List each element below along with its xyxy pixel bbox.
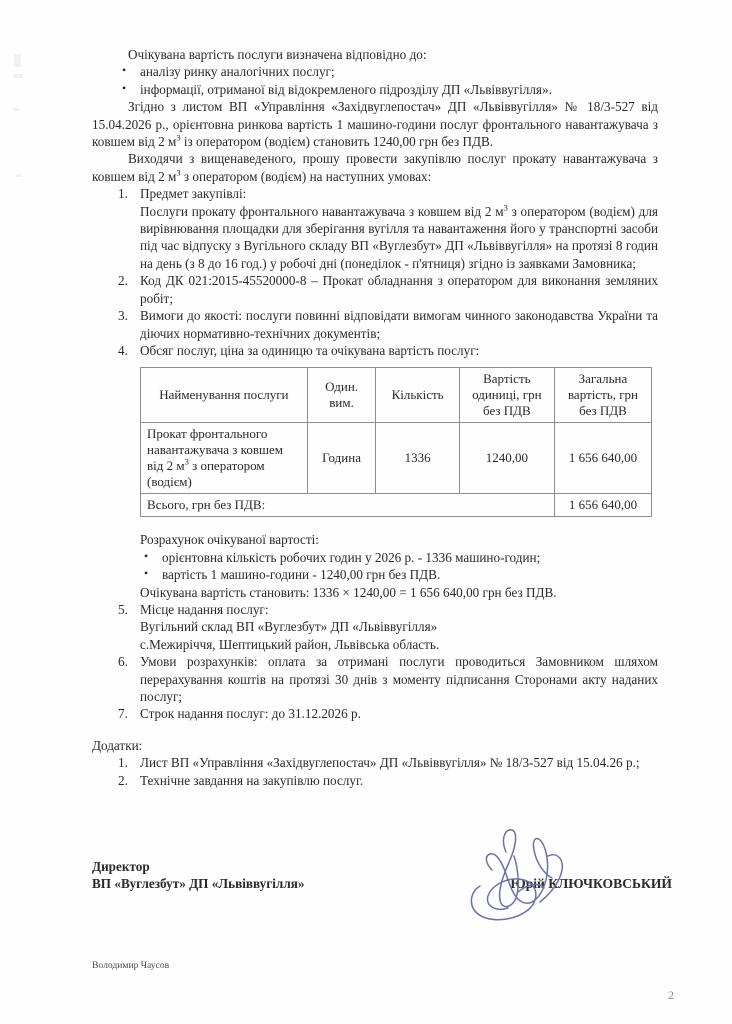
item-1-text-a: Послуги прокату фронтального навантажувача з ковшем від 2 м xyxy=(140,203,504,219)
list-item-term: Строк надання послуг: до 31.12.2026 р. xyxy=(140,706,361,722)
request-text-b: з оператором (водієм) на наступних умовах: xyxy=(180,168,432,184)
header-service-name: Найменування послуги xyxy=(141,368,308,423)
appendices-list xyxy=(92,754,658,789)
scan-artifact xyxy=(13,108,19,111)
list-item: Технічне завдання на закупівлю послуг. xyxy=(140,772,364,788)
cell-quantity: 1336 xyxy=(376,423,459,494)
cubic-meter-superscript: 3 xyxy=(176,167,181,178)
document-body xyxy=(92,46,658,789)
list-item: • інформації, отриманої від відокремленого підрозділу ДП «Львіввугілля». xyxy=(92,81,658,98)
letter-reference-text-b: із оператором (водієм) становить 1240,00 грн без ПДВ. xyxy=(180,134,494,150)
page-number: 2 xyxy=(668,988,674,1002)
list-item: • аналізу ринку аналогічних послуг; xyxy=(92,63,658,80)
scan-artifact xyxy=(16,174,21,177)
signatory-role-line1: Директор xyxy=(92,859,150,874)
header-total-price xyxy=(554,368,651,423)
signatory-name: Юрій КЛЮЧКОВСЬКИЙ xyxy=(510,876,672,891)
header-total-line2: вартість, грн xyxy=(567,387,638,403)
table-total-row xyxy=(141,494,652,517)
header-unit-line2: вим. xyxy=(329,395,354,411)
cell-total-label: Всього, грн без ПДВ: xyxy=(141,494,555,517)
list-item: • вартість 1 машино-години - 1240,00 грн без ПДВ. xyxy=(92,566,658,583)
list-item-payment: Умови розрахунків: оплата за отримані послуги проводиться Замовником шляхом перерахування коштів на протязі 30 днів з моменту підписання Сторонами акту наданих послуг; xyxy=(140,654,658,704)
header-total-line3: без ПДВ xyxy=(579,403,627,419)
list-item-code: Код ДК 021:2015-45520000-8 – Прокат обладнання з оператором для виконання земляних робіт; xyxy=(140,273,658,306)
list-item-scope: Обсяг послуг, ціна за одиницю та очікувана вартість послуг: xyxy=(140,342,480,358)
scan-artifact xyxy=(13,74,23,78)
cell-total: 1 656 640,00 xyxy=(554,423,651,494)
header-price-line2: одиниці, грн xyxy=(472,387,542,403)
list-item-quality: Вимоги до якості: послуги повинні відповідати вимогам чинного законодавства України та діючих нормативно-технічних документів; xyxy=(140,308,658,341)
header-price-line3: без ПДВ xyxy=(483,403,531,419)
request-text-a: Виходячи з вищенаведеного, прошу провести закупівлю послуг прокату навантажувача з ковшем від 2 м xyxy=(92,151,658,184)
spacer xyxy=(92,517,658,531)
calculation-summary: Очікувана вартість становить: 1336 × 1240,00 = 1 656 640,00 грн без ПДВ. xyxy=(140,584,557,600)
table-header-row xyxy=(141,368,652,423)
signatory-role-line2: ВП «Вуглезбут» ДП «Львіввугілля» xyxy=(92,876,305,891)
request-paragraph xyxy=(92,150,658,185)
signatory-role xyxy=(92,858,304,892)
intro-lead: Очікувана вартість послуги визначена відповідно до: xyxy=(128,47,427,62)
item-1-title: Предмет закупівлі: xyxy=(140,186,247,202)
list-item-place xyxy=(92,601,658,653)
cell-service-text-a: Прокат фронтального навантажувача з ковшем від 2 м xyxy=(147,426,283,474)
conditions-list-part2 xyxy=(92,601,658,723)
signature-block xyxy=(92,858,672,892)
item-1-body xyxy=(140,203,658,273)
cubic-meter-superscript: 3 xyxy=(503,202,508,213)
item-5-line2: с.Межиріччя, Шептицький район, Львівська область. xyxy=(140,636,440,652)
cell-service-text-b: з оператором (водієм) xyxy=(147,458,265,490)
calculation-bullet-list xyxy=(92,549,658,584)
item-1-text-b: з оператором (водієм) для вирівнювання площадки для зберігання вугілля та навантаження його у транспортні засоби під час відпуску з Вугільного складу ВП «Вуглезбут» ДП «Львіввугілля» на протязі 8 годин на день (з 8 до 16 год.) у робочі дні (понеділок - п'ятниця) згідно із заявками Замовника; xyxy=(140,203,659,271)
item-5-title: Місце надання послуг: xyxy=(140,601,269,617)
scan-artifact xyxy=(14,54,21,67)
cost-table xyxy=(140,367,652,517)
letter-reference-paragraph xyxy=(92,98,658,150)
cell-service-name xyxy=(141,423,308,494)
spacer xyxy=(92,723,658,737)
appendices-title: Додатки: xyxy=(92,737,143,753)
header-price-line1: Вартість xyxy=(483,371,531,387)
cell-unit: Година xyxy=(307,423,376,494)
letter-reference-text-a: Згідно з листом ВП «Управління «Західвуглепостач» ДП «Львіввугілля» № 18/3-527 від 15.04.2026 р., орієнтовна ринкова вартість 1 машино-години послуг фронтального навантажувача з ковшем від 2 м xyxy=(92,99,658,150)
list-item: • орієнтовна кількість робочих годин у 2026 р. - 1336 машино-годин; xyxy=(92,549,658,566)
list-item-subject xyxy=(92,185,658,272)
header-total-line1: Загальна xyxy=(578,371,628,387)
cubic-meter-superscript: 3 xyxy=(184,456,189,467)
preparer-name: Володимир Чаусов xyxy=(92,960,170,971)
intro-bullet-list xyxy=(92,63,658,98)
cell-unit-price: 1240,00 xyxy=(459,423,554,494)
header-quantity: Кількість xyxy=(376,368,459,423)
table-row xyxy=(141,423,652,494)
calculation-title: Розрахунок очікуваної вартості: xyxy=(140,532,319,548)
header-unit xyxy=(307,368,376,423)
list-item: Лист ВП «Управління «Західвуглепостач» ДП «Львіввугілля» № 18/3-527 від 15.04.26 р.; xyxy=(140,755,640,771)
header-unit-price xyxy=(459,368,554,423)
cubic-meter-superscript: 3 xyxy=(176,132,181,143)
header-unit-line1: Один. xyxy=(325,379,359,395)
item-5-line1: Вугільний склад ВП «Вуглезбут» ДП «Львіввугілля» xyxy=(140,619,438,635)
conditions-list-part1 xyxy=(92,185,658,359)
cell-grand-total: 1 656 640,00 xyxy=(554,494,651,517)
